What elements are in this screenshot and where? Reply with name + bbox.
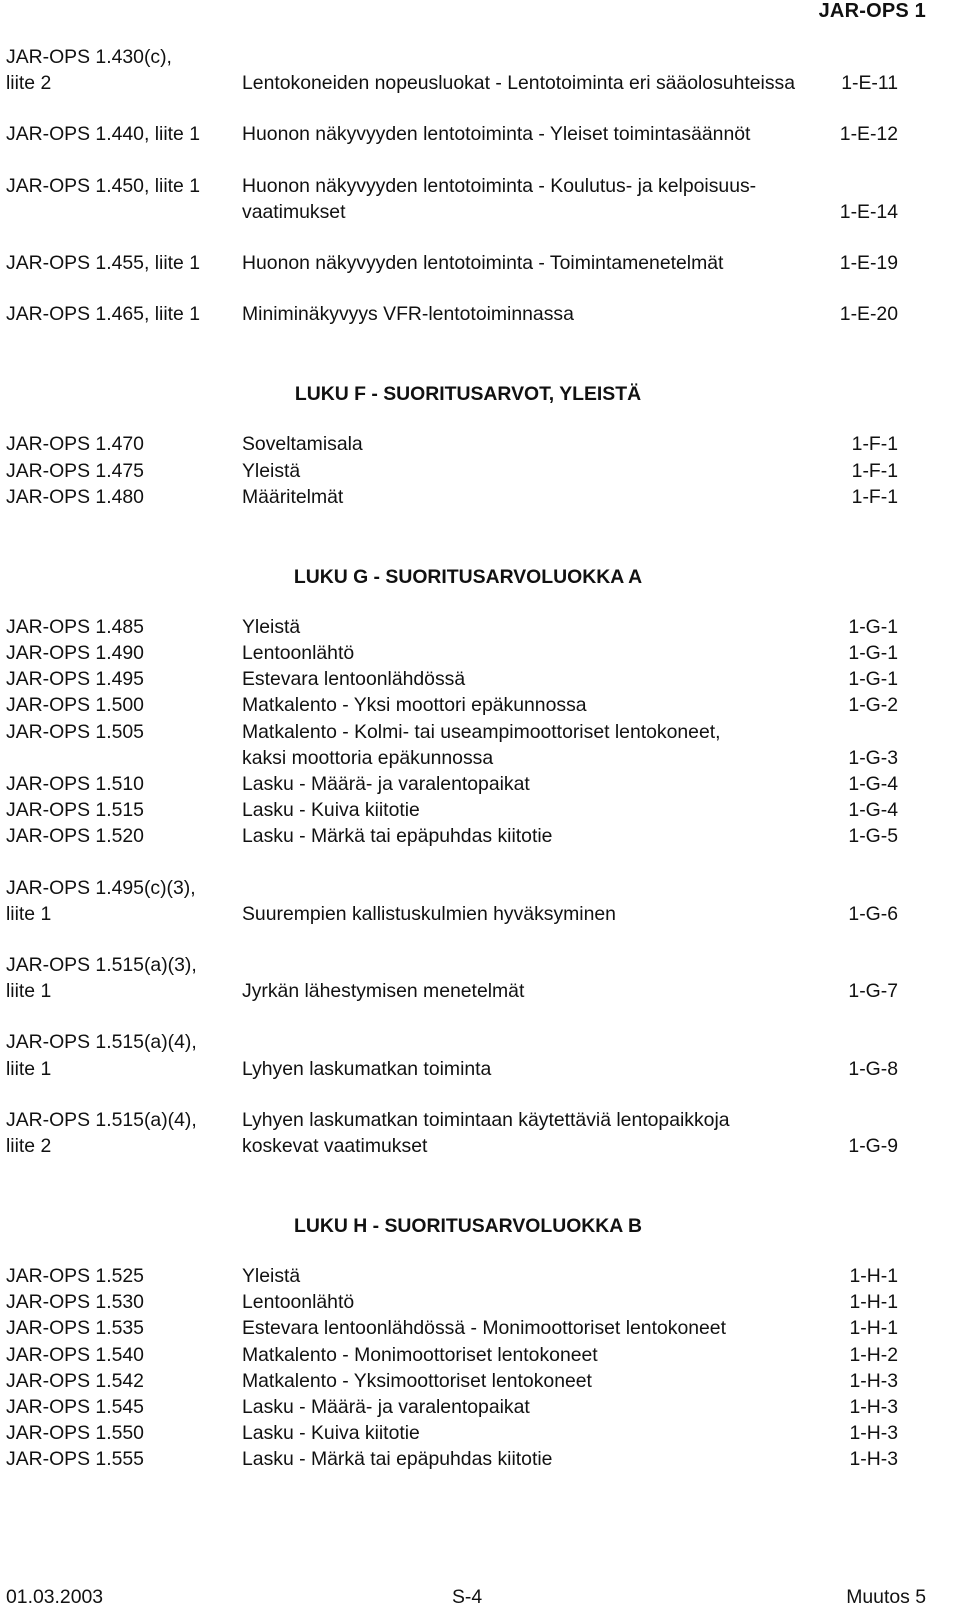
toc-entry-code: JAR-OPS 1.440, liite 1 bbox=[6, 123, 200, 146]
toc-entry bbox=[6, 173, 930, 225]
toc-entry bbox=[6, 1107, 930, 1159]
toc-entry-page: 1-G-6 bbox=[848, 902, 898, 925]
toc-entry bbox=[6, 614, 930, 640]
footer-amendment: Muutos 5 bbox=[846, 1586, 926, 1608]
chapter-heading: LUKU G - SUORITUSARVOLUOKKA A bbox=[293, 565, 643, 588]
toc-entry-title: Lasku - Märkä tai epäpuhdas kiitotie bbox=[242, 1448, 553, 1471]
toc-entry-page: 1-H-1 bbox=[849, 1265, 898, 1288]
footer-page-number: S-4 bbox=[452, 1586, 483, 1608]
toc-entry-page: 1-G-8 bbox=[848, 1057, 898, 1080]
toc-entry-code: JAR-OPS 1.485 bbox=[6, 615, 144, 638]
toc-entry bbox=[6, 484, 930, 510]
toc-entry-code: JAR-OPS 1.515 bbox=[6, 799, 144, 822]
toc-entry bbox=[6, 1368, 930, 1394]
toc-entry-title: Lentoonlähtö bbox=[242, 1291, 355, 1314]
toc-entry-code: JAR-OPS 1.490 bbox=[6, 642, 144, 665]
toc-entry-page: 1-F-1 bbox=[851, 433, 898, 456]
toc-entry bbox=[6, 1420, 930, 1446]
toc-entry-title: Matkalento - Yksimoottoriset lentokoneet bbox=[242, 1369, 592, 1392]
toc-entry bbox=[6, 692, 930, 718]
toc-entry-page: 1-G-9 bbox=[848, 1134, 898, 1157]
toc-entry bbox=[6, 121, 930, 147]
toc-entry-code: liite 1 bbox=[6, 980, 52, 1003]
toc-entry-code: JAR-OPS 1.495(c)(3), bbox=[6, 876, 196, 899]
toc-entry-page: 1-H-1 bbox=[849, 1317, 898, 1340]
toc-entry-page: 1-E-20 bbox=[839, 303, 898, 326]
toc-entry-code: liite 1 bbox=[6, 902, 52, 925]
toc-entry-page: 1-G-1 bbox=[848, 668, 898, 691]
toc-entry-code: JAR-OPS 1.515(a)(3), bbox=[6, 953, 197, 976]
toc-entry-code: JAR-OPS 1.525 bbox=[6, 1265, 144, 1288]
toc-entry bbox=[6, 1315, 930, 1341]
toc-entry-code: JAR-OPS 1.530 bbox=[6, 1291, 144, 1314]
toc-entry-page: 1-G-1 bbox=[848, 642, 898, 665]
toc-entry-title: Lasku - Märkä tai epäpuhdas kiitotie bbox=[242, 825, 553, 848]
toc-entry bbox=[6, 1394, 930, 1420]
toc-entry-code: JAR-OPS 1.510 bbox=[6, 773, 144, 795]
toc-entry bbox=[6, 1029, 930, 1081]
toc-entry-page: 1-F-1 bbox=[851, 459, 898, 482]
toc-entry-title: vaatimukset bbox=[242, 200, 346, 223]
toc-entry-title: Matkalento - Monimoottoriset lentokoneet bbox=[242, 1343, 598, 1366]
toc-entry-page: 1-G-3 bbox=[848, 746, 898, 769]
chapter-heading: LUKU F - SUORITUSARVOT, YLEISTÄ bbox=[294, 383, 642, 406]
toc-entry bbox=[6, 250, 930, 276]
toc-entry-code: liite 1 bbox=[6, 1057, 52, 1080]
toc-entry bbox=[6, 301, 930, 327]
toc-entry-title: kaksi moottoria epäkunnossa bbox=[242, 746, 494, 769]
toc-entry-code: JAR-OPS 1.505 bbox=[6, 720, 144, 743]
toc-entry-title: Lyhyen laskumatkan toimintaan käytettäviä lentopaikkoja bbox=[242, 1108, 730, 1131]
toc-entry-code: JAR-OPS 1.495 bbox=[6, 668, 144, 691]
toc-entry bbox=[6, 875, 930, 927]
chapter-heading: LUKU H - SUORITUSARVOLUOKKA B bbox=[294, 1215, 642, 1238]
toc-entry-title: Yleistä bbox=[242, 459, 301, 482]
toc-entry-code: JAR-OPS 1.430(c), bbox=[6, 46, 172, 68]
toc-entry-code: JAR-OPS 1.542 bbox=[6, 1369, 144, 1392]
toc-entry-title: Lasku - Määrä- ja varalentopaikat bbox=[242, 773, 530, 795]
toc-entry bbox=[6, 719, 930, 771]
toc-entry-title: Estevara lentoonlähdössä bbox=[242, 668, 466, 691]
toc-entry-title: Lyhyen laskumatkan toiminta bbox=[242, 1057, 492, 1080]
toc-entry-title: Lasku - Kuiva kiitotie bbox=[242, 1422, 420, 1445]
toc-entry-title: Matkalento - Yksi moottori epäkunnossa bbox=[242, 694, 587, 717]
toc-entry bbox=[6, 1446, 930, 1472]
toc-entry-code: JAR-OPS 1.455, liite 1 bbox=[6, 251, 200, 274]
toc-entry bbox=[6, 44, 930, 96]
toc-entry-page: 1-H-3 bbox=[849, 1396, 898, 1418]
toc-entry bbox=[6, 458, 930, 484]
toc-entry-code: liite 2 bbox=[6, 1134, 52, 1157]
toc-entry-page: 1-G-5 bbox=[848, 825, 898, 848]
toc-entry-page: 1-G-4 bbox=[848, 773, 898, 795]
toc-entry-page: 1-E-11 bbox=[841, 72, 898, 95]
toc-entry-code: JAR-OPS 1.500 bbox=[6, 694, 144, 717]
toc-entry bbox=[6, 640, 930, 666]
toc-entry-code: JAR-OPS 1.540 bbox=[6, 1343, 144, 1366]
toc-entry-title: Huonon näkyvyyden lentotoiminta - Yleiset toimintasäännöt bbox=[242, 123, 751, 146]
table-of-contents bbox=[6, 44, 930, 1473]
toc-entry bbox=[6, 797, 930, 823]
toc-entry-title: koskevat vaatimukset bbox=[242, 1134, 428, 1157]
toc-entry-page: 1-E-12 bbox=[839, 123, 898, 146]
toc-entry-page: 1-H-2 bbox=[849, 1343, 898, 1366]
toc-entry-title: Huonon näkyvyyden lentotoiminta - Toimintamenetelmät bbox=[242, 251, 724, 274]
toc-entry-code: JAR-OPS 1.550 bbox=[6, 1422, 144, 1445]
toc-entry-page: 1-G-1 bbox=[848, 615, 898, 638]
toc-entry-title: Miniminäkyvyys VFR-lentotoiminnassa bbox=[242, 303, 574, 326]
toc-entry-title: Huonon näkyvyyden lentotoiminta - Koulutus- ja kelpoisuus- bbox=[242, 174, 757, 197]
toc-entry-page: 1-G-4 bbox=[848, 799, 898, 822]
toc-entry bbox=[6, 431, 930, 457]
toc-entry bbox=[6, 666, 930, 692]
toc-entry-code: JAR-OPS 1.450, liite 1 bbox=[6, 174, 200, 197]
toc-entry-code: JAR-OPS 1.515(a)(4), bbox=[6, 1108, 197, 1131]
toc-entry-page: 1-H-1 bbox=[849, 1291, 898, 1314]
toc-entry-code: JAR-OPS 1.545 bbox=[6, 1396, 144, 1418]
toc-entry-code: JAR-OPS 1.480 bbox=[6, 485, 144, 508]
toc-entry-code: JAR-OPS 1.535 bbox=[6, 1317, 144, 1340]
toc-entry-title: Matkalento - Kolmi- tai useampimoottoriset lentokoneet, bbox=[242, 720, 721, 743]
toc-entry bbox=[6, 823, 930, 849]
toc-entry-page: 1-F-1 bbox=[851, 485, 898, 508]
toc-entry-code: JAR-OPS 1.470 bbox=[6, 433, 144, 456]
toc-entry-page: 1-H-3 bbox=[849, 1448, 898, 1471]
toc-entry-title: Lentoonlähtö bbox=[242, 642, 355, 665]
toc-entry-code: JAR-OPS 1.520 bbox=[6, 825, 144, 848]
toc-entry-title: Lentokoneiden nopeusluokat - Lentotoiminta eri sääolosuhteissa bbox=[242, 72, 796, 95]
toc-entry bbox=[6, 771, 930, 797]
toc-entry-title: Yleistä bbox=[242, 1265, 301, 1288]
toc-entry-title: Estevara lentoonlähdössä - Monimoottoriset lentokoneet bbox=[242, 1317, 726, 1340]
toc-entry bbox=[6, 1263, 930, 1289]
toc-entry-code: liite 2 bbox=[6, 72, 52, 95]
toc-entry bbox=[6, 952, 930, 1004]
toc-entry-page: 1-G-2 bbox=[848, 694, 898, 717]
toc-entry-title: Jyrkän lähestymisen menetelmät bbox=[242, 980, 525, 1003]
toc-entry-page: 1-H-3 bbox=[849, 1369, 898, 1392]
toc-entry bbox=[6, 1342, 930, 1368]
toc-entry-title: Soveltamisala bbox=[242, 433, 363, 456]
toc-entry-code: JAR-OPS 1.515(a)(4), bbox=[6, 1031, 197, 1054]
toc-entry-page: 1-G-7 bbox=[848, 980, 898, 1003]
toc-entry-page: 1-E-19 bbox=[839, 251, 898, 274]
toc-entry-code: JAR-OPS 1.465, liite 1 bbox=[6, 303, 200, 326]
toc-entry-title: Lasku - Määrä- ja varalentopaikat bbox=[242, 1396, 530, 1418]
toc-entry-code: JAR-OPS 1.475 bbox=[6, 459, 144, 482]
toc-entry bbox=[6, 1289, 930, 1315]
toc-entry-title: Määritelmät bbox=[242, 485, 344, 508]
footer-date: 01.03.2003 bbox=[6, 1586, 104, 1608]
page-footer bbox=[0, 1580, 960, 1620]
toc-entry-page: 1-E-14 bbox=[839, 200, 898, 223]
toc-entry-code: JAR-OPS 1.555 bbox=[6, 1448, 144, 1471]
toc-entry-title: Suurempien kallistuskulmien hyväksyminen bbox=[242, 902, 616, 925]
toc-entry-title: Yleistä bbox=[242, 615, 301, 638]
toc-entry-page: 1-H-3 bbox=[849, 1422, 898, 1445]
toc-entry-title: Lasku - Kuiva kiitotie bbox=[242, 799, 420, 822]
document-id-header: JAR-OPS 1 bbox=[818, 0, 926, 22]
